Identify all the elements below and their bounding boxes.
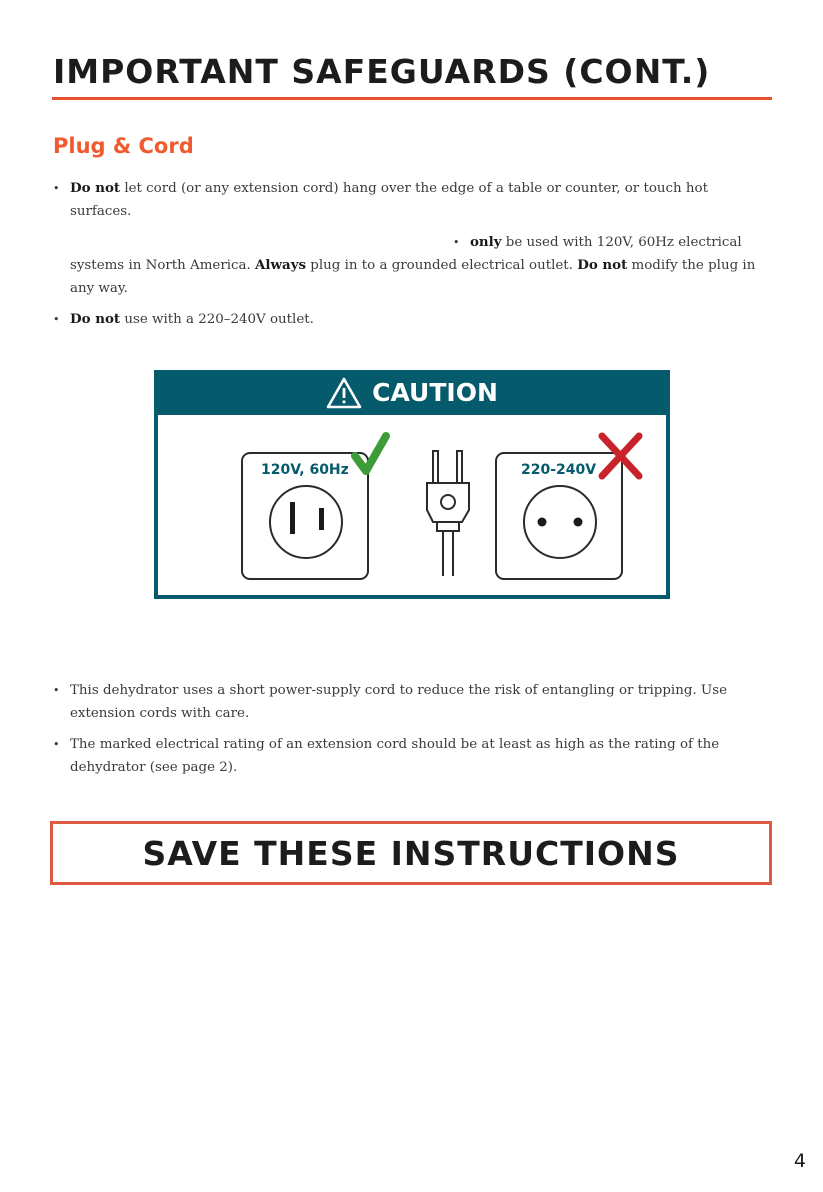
bullet-list-plug-cord	[53, 177, 769, 339]
caution-header	[154, 370, 670, 415]
us-outlet-label: 120V, 60Hz	[261, 462, 349, 478]
save-instructions-banner	[50, 821, 772, 885]
page-title: IMPORTANT SAFEGUARDS (CONT.)	[53, 52, 711, 91]
page-number: 4	[793, 1150, 806, 1172]
bullet-item: • The marked electrical rating of an extension cord should be at least as high as the rating of the dehydrator (see page 2).	[53, 733, 769, 779]
section-heading: Plug & Cord	[53, 134, 194, 158]
eu-pin-right	[574, 518, 583, 527]
us-slot-right	[319, 508, 324, 530]
bullet-list-extension-cord	[53, 679, 769, 787]
bullet-item: • only be used with 120V, 60Hz electrical systems in North America. Always plug in to a grounded electrical outlet. Do not modify the plug in any way.	[53, 231, 769, 300]
eu-outlet-face	[524, 486, 596, 558]
save-instructions-text: SAVE THESE INSTRUCTIONS	[142, 833, 680, 873]
bullet-item: • Do not let cord (or any extension cord) hang over the edge of a table or counter, or touch hot surfaces.	[53, 177, 769, 223]
us-slot-left	[290, 502, 295, 534]
eu-pin-left	[538, 518, 547, 527]
us-outlet-face	[270, 486, 342, 558]
caution-title: CAUTION	[372, 378, 498, 407]
warning-triangle-icon	[326, 377, 362, 409]
bullet-item: • This dehydrator uses a short power-supply cord to reduce the risk of entangling or tripping. Use extension cords with care.	[53, 679, 769, 725]
title-divider	[52, 97, 772, 100]
plug-icon	[427, 451, 469, 576]
bullet-item: • Do not use with a 220–240V outlet.	[53, 308, 769, 331]
eu-outlet-label: 220-240V	[521, 462, 597, 478]
